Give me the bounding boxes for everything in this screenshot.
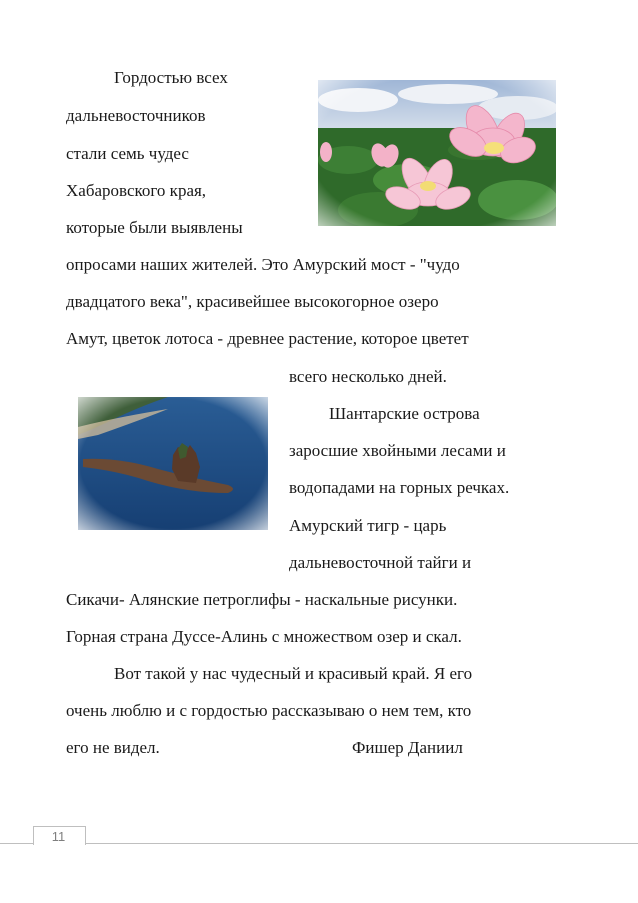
text-line: которые были выявлены bbox=[66, 218, 243, 237]
islands-photo bbox=[78, 397, 268, 530]
text-line: очень люблю и с гордостью рассказываю о нем тем, кто bbox=[66, 701, 472, 720]
text-line: Амут, цветок лотоса - древнее растение, которое цветет bbox=[66, 329, 469, 348]
text-line: Сикачи- Алянские петроглифы - наскальные рисунки. bbox=[66, 590, 458, 609]
author-signature: Фишер Даниил bbox=[352, 738, 463, 757]
text-line: Горная страна Дуссе-Алинь с множеством озер и скал. bbox=[66, 627, 462, 646]
text-line: дальневосточной тайги и bbox=[289, 553, 472, 572]
text-line: Вот такой у нас чудесный и красивый край. Я его bbox=[114, 664, 473, 683]
text-line: опросами наших жителей. Это Амурский мост - "чудо bbox=[66, 255, 460, 274]
page-number: 11 bbox=[51, 829, 66, 844]
text-line: дальневосточников bbox=[66, 106, 206, 125]
text-line: всего несколько дней. bbox=[289, 367, 447, 386]
text-line: стали семь чудес bbox=[66, 144, 189, 163]
text-line: Амурский тигр - царь bbox=[289, 516, 447, 535]
text-line: Шантарские острова bbox=[329, 404, 480, 423]
text-line: заросшие хвойными лесами и bbox=[289, 441, 506, 460]
lotus-photo bbox=[318, 80, 556, 226]
text-line: Хабаровского края, bbox=[66, 181, 207, 200]
footer-divider bbox=[0, 843, 638, 844]
text-line: его не видел. bbox=[66, 738, 160, 757]
text-line: Гордостью всех bbox=[114, 68, 228, 87]
text-line: двадцатого века", красивейшее высокогорное озеро bbox=[66, 292, 439, 311]
text-line: водопадами на горных речках. bbox=[289, 478, 510, 497]
